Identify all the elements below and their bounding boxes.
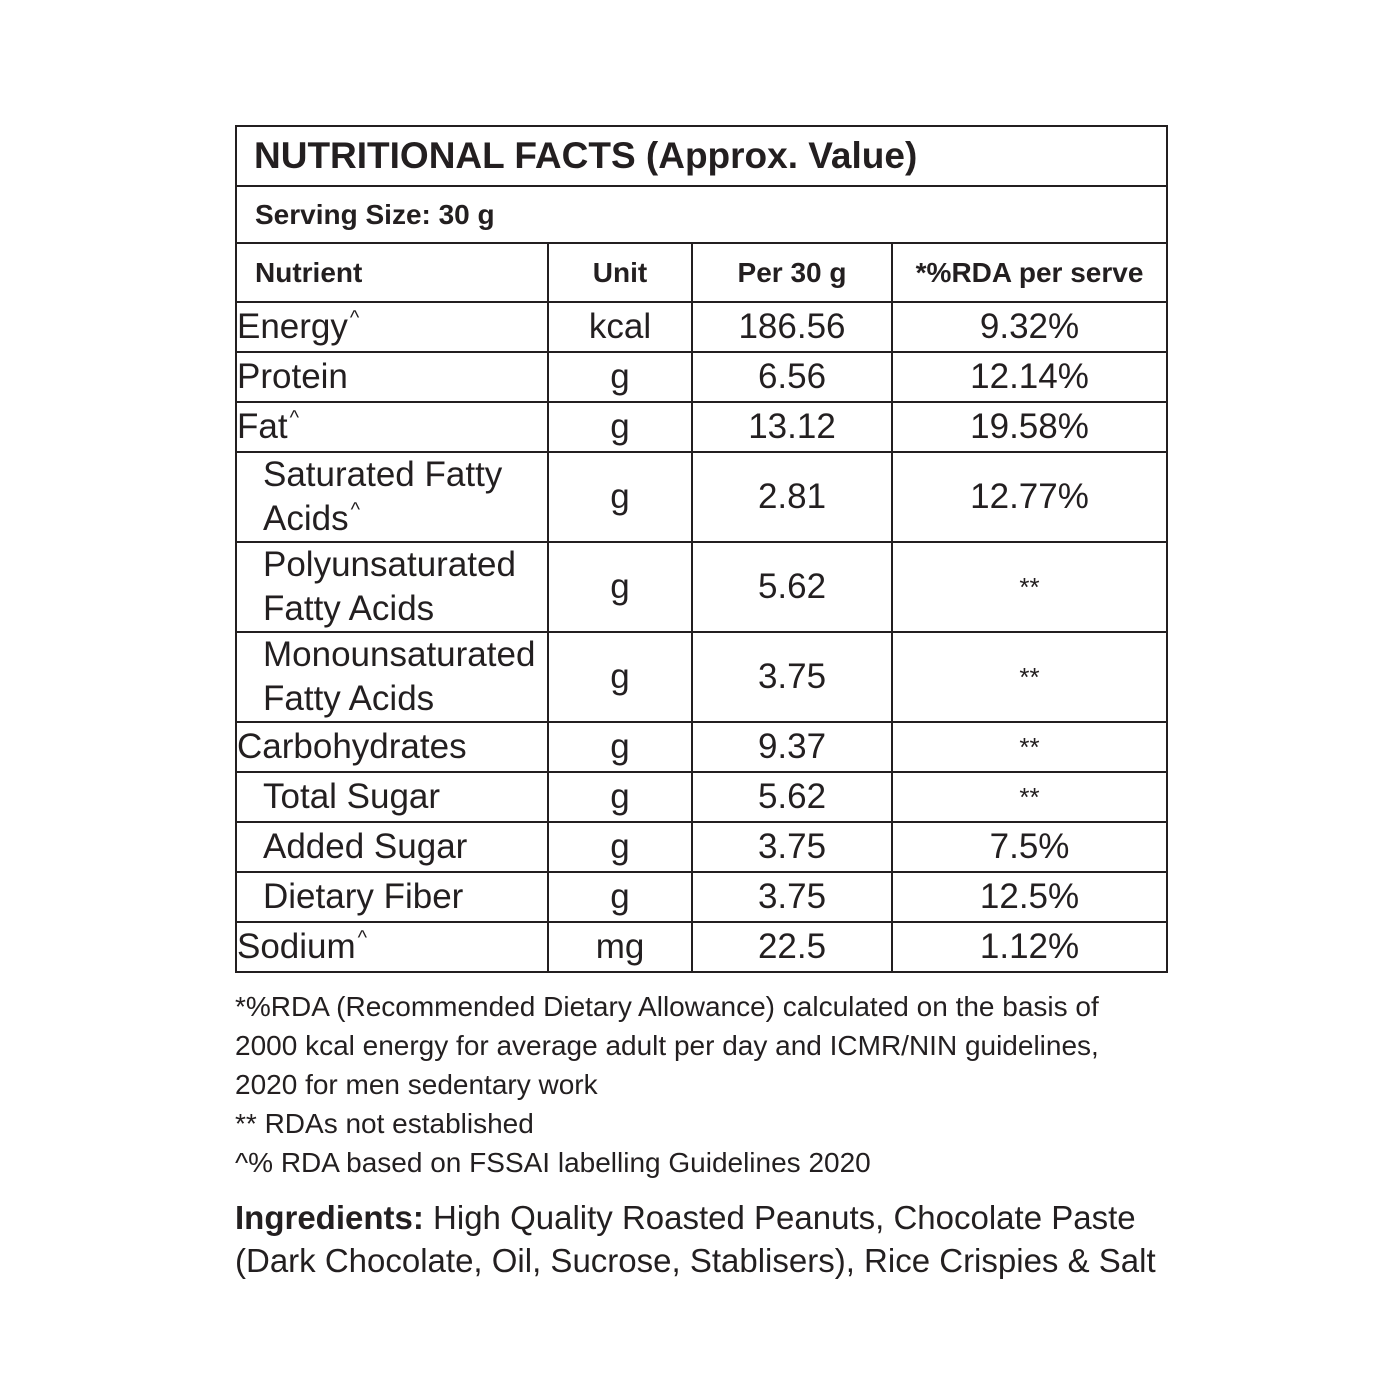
header-unit: Unit xyxy=(548,243,692,302)
nutrient-value: 22.5 xyxy=(692,922,892,972)
nutrient-value: 5.62 xyxy=(692,542,892,632)
nutrient-value: 9.37 xyxy=(692,722,892,772)
nutrient-label: Energy xyxy=(237,307,348,346)
header-nutrient: Nutrient xyxy=(236,243,548,302)
nutrient-rda: ** xyxy=(892,722,1167,772)
nutrient-value: 2.81 xyxy=(692,452,892,542)
nutrient-name: Total Sugar xyxy=(236,772,548,822)
nutrient-rda: 9.32% xyxy=(892,302,1167,352)
nutrient-unit: g xyxy=(548,722,692,772)
nutrient-label: Fat xyxy=(237,407,288,446)
ingredients xyxy=(235,1196,1166,1282)
title-row xyxy=(236,126,1167,186)
nutrient-value: 3.75 xyxy=(692,632,892,722)
table-row xyxy=(236,352,1167,402)
nutrient-value: 3.75 xyxy=(692,822,892,872)
nutrient-label-line1: Polyunsaturated xyxy=(263,545,516,584)
nutrient-value: 5.62 xyxy=(692,772,892,822)
table-row xyxy=(236,402,1167,452)
caret-mark: ^ xyxy=(350,499,360,521)
nutrient-name: Carbohydrates xyxy=(236,722,548,772)
nutrient-name xyxy=(236,922,548,972)
header-rda: *%RDA per serve xyxy=(892,243,1167,302)
table-row xyxy=(236,542,1167,632)
nutrient-label-line2: Acids xyxy=(263,499,349,538)
nutrient-value: 13.12 xyxy=(692,402,892,452)
header-per-serving: Per 30 g xyxy=(692,243,892,302)
nutrient-name xyxy=(236,542,548,632)
nutrient-label-line2: Fatty Acids xyxy=(263,589,435,628)
serving-size: Serving Size: 30 g xyxy=(236,186,1167,243)
nutrient-unit: g xyxy=(548,632,692,722)
nutrient-rda: 7.5% xyxy=(892,822,1167,872)
nutrient-rda: ** xyxy=(892,772,1167,822)
nutrient-unit: g xyxy=(548,352,692,402)
ingredients-label: Ingredients: xyxy=(235,1199,424,1236)
nutrient-name xyxy=(236,632,548,722)
nutrient-unit: kcal xyxy=(548,302,692,352)
footnote-line: ^% RDA based on FSSAI labelling Guidelines 2020 xyxy=(235,1147,871,1178)
nutrient-unit: mg xyxy=(548,922,692,972)
nutrient-unit: g xyxy=(548,452,692,542)
nutrient-name: Protein xyxy=(236,352,548,402)
caret-mark: ^ xyxy=(349,307,360,329)
nutrient-rda: 1.12% xyxy=(892,922,1167,972)
serving-size-row xyxy=(236,186,1167,243)
nutrient-rda: 12.5% xyxy=(892,872,1167,922)
nutrient-name: Added Sugar xyxy=(236,822,548,872)
table-row xyxy=(236,772,1167,822)
nutrient-unit: g xyxy=(548,822,692,872)
table-row xyxy=(236,722,1167,772)
nutrient-rda: 19.58% xyxy=(892,402,1167,452)
ingredients-text: High Quality Roasted Peanuts, Chocolate Paste (Dark Chocolate, Oil, Sucrose, Stablisers), Rice Crispies & Salt xyxy=(235,1199,1156,1279)
table-title: NUTRITIONAL FACTS (Approx. Value) xyxy=(236,126,1167,186)
nutrient-label-line2: Fatty Acids xyxy=(263,679,435,718)
nutrient-rda: ** xyxy=(892,542,1167,632)
footnote-line: 2000 kcal energy for average adult per day and ICMR/NIN guidelines, xyxy=(235,1030,1099,1061)
table-row xyxy=(236,302,1167,352)
nutrient-unit: g xyxy=(548,542,692,632)
nutrient-label: Sodium xyxy=(237,927,356,966)
table-row xyxy=(236,632,1167,722)
nutrient-name xyxy=(236,452,548,542)
footnote-line: ** RDAs not established xyxy=(235,1108,534,1139)
nutrient-name: Dietary Fiber xyxy=(236,872,548,922)
footnotes xyxy=(235,987,1166,1182)
nutrient-name xyxy=(236,402,548,452)
nutrient-value: 6.56 xyxy=(692,352,892,402)
nutrient-value: 3.75 xyxy=(692,872,892,922)
nutrient-unit: g xyxy=(548,402,692,452)
caret-mark: ^ xyxy=(357,927,368,949)
header-row xyxy=(236,243,1167,302)
nutrition-label xyxy=(235,125,1166,1282)
nutrient-rda: 12.77% xyxy=(892,452,1167,542)
nutrient-rda: 12.14% xyxy=(892,352,1167,402)
nutrient-label-line1: Saturated Fatty xyxy=(263,455,503,494)
footnote-line: *%RDA (Recommended Dietary Allowance) calculated on the basis of xyxy=(235,991,1099,1022)
table-row xyxy=(236,452,1167,542)
table-row xyxy=(236,822,1167,872)
nutrient-name xyxy=(236,302,548,352)
nutrient-unit: g xyxy=(548,872,692,922)
table-row xyxy=(236,872,1167,922)
nutrient-label-line1: Monounsaturated xyxy=(263,635,536,674)
caret-mark: ^ xyxy=(289,407,299,429)
nutrient-value: 186.56 xyxy=(692,302,892,352)
nutrition-facts-table xyxy=(235,125,1168,973)
nutrient-rda: ** xyxy=(892,632,1167,722)
nutrient-unit: g xyxy=(548,772,692,822)
footnote-line: 2020 for men sedentary work xyxy=(235,1069,598,1100)
table-row xyxy=(236,922,1167,972)
